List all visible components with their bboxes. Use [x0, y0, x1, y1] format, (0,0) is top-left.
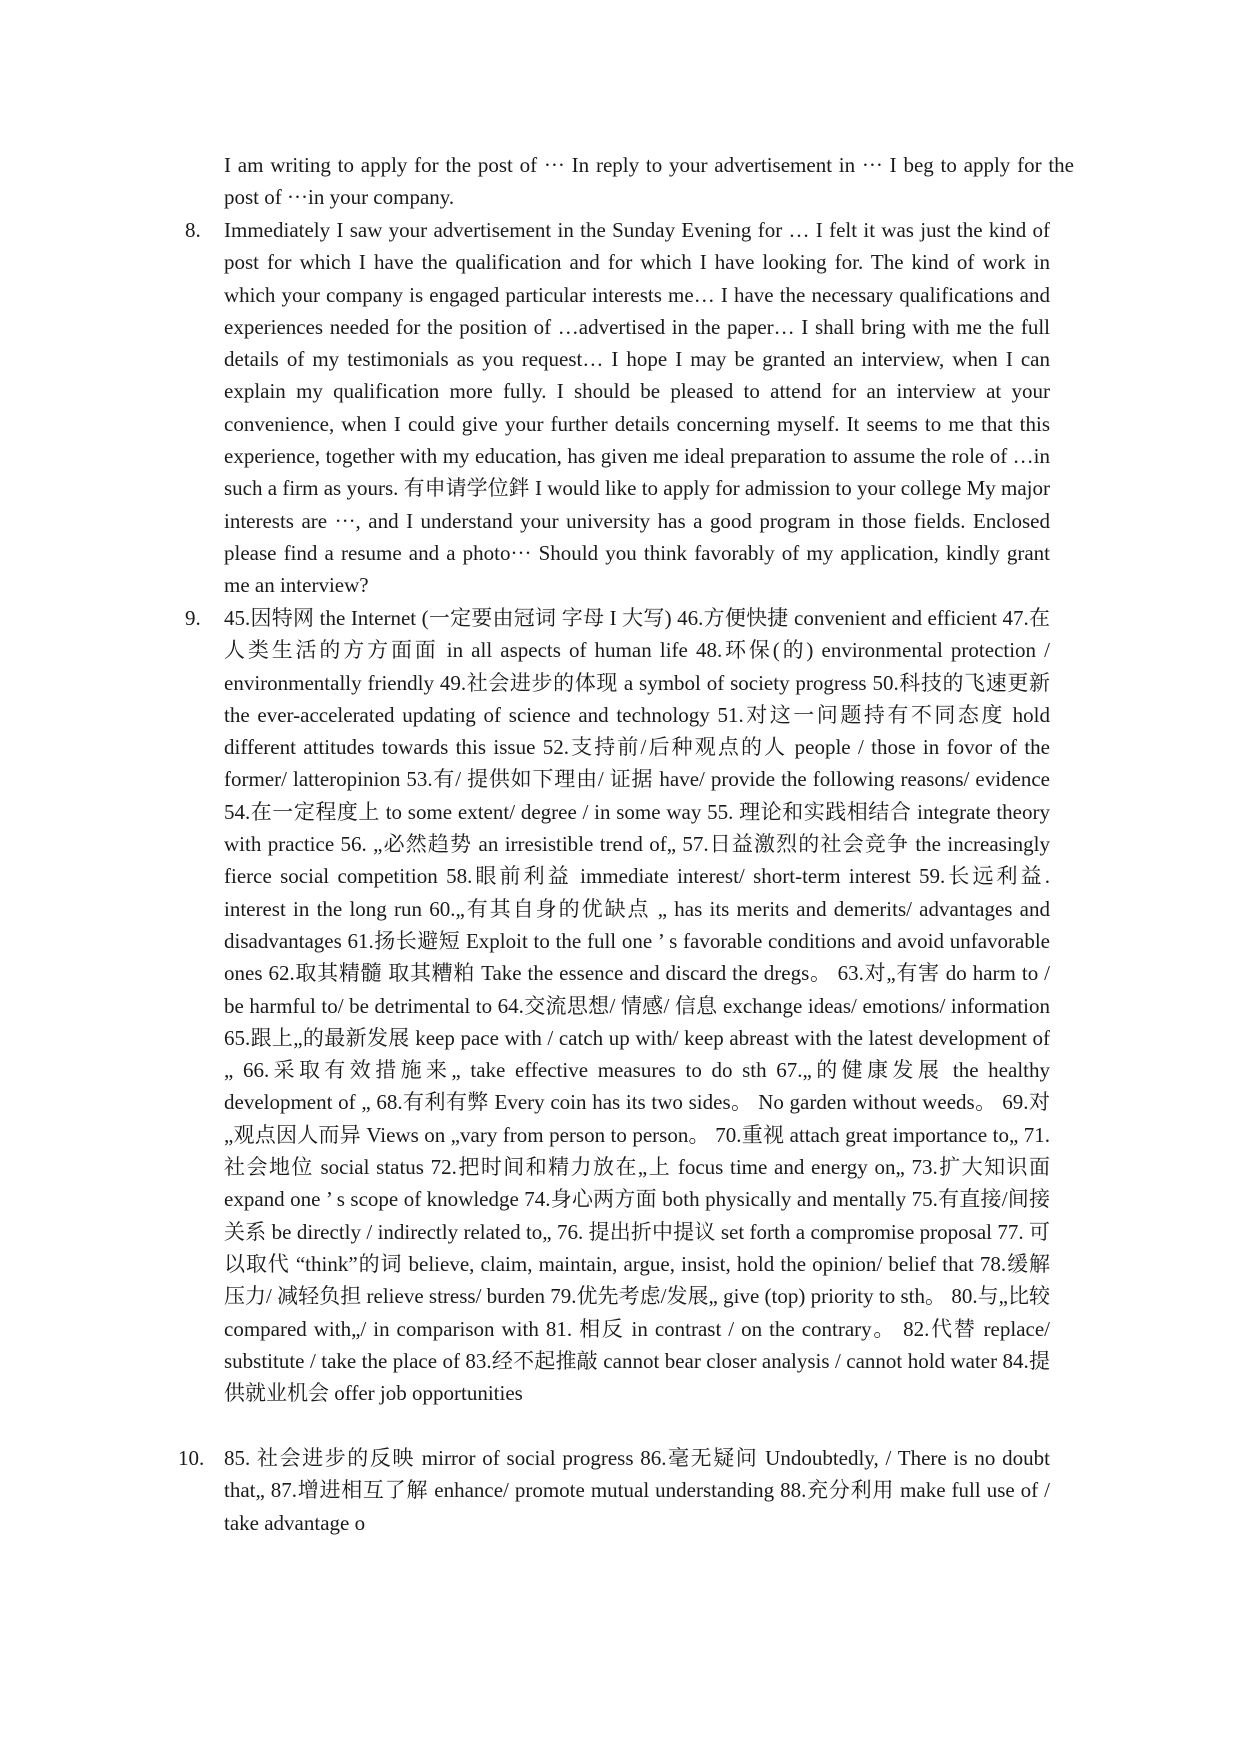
- item-text: Immediately I saw your advertisement in the Sunday Evening for … I felt it was just the kind of post for which I have the qualification and for which I have looking for. The kind of work in which your company is engaged particular interests me… I have the necessary qualifications and experiences needed for the position of …advertised in the paper… I shall bring with me the full details of my testimonials as you request… I hope I may be granted an interview, when I can explain my qualification more fully. I should be pleased to attend for an interview at your convenience, when I could give your further details concerning myself. It seems to me that this experience, together with my education, has given me ideal preparation to assume the role of …in such a firm as yours. 有申请学位鉡 I would like to apply for admission to your college My major interests are ···, and I understand your university has a good program in those fields. Enclosed please find a resume and a photo··· Should you think favorably of my application, kindly grant me an interview?: [224, 218, 1050, 598]
- intro-paragraph: I am writing to apply for the post of ··· In reply to your advertisement in ··· I beg to apply for the post of ···in your company.: [224, 153, 1074, 210]
- item-text: 45.因特网 the Internet (一定要由冠词 字母 I 大写) 46.方便快捷 convenient and efficient 47.在人类生活的方方面面 in all aspects of human life 48.环保(的) environmental protection / environmentally friendly 49.社会进步的体现 a symbol of society progress 50.科技的飞速更新 the ever-accelerated updating of science and technology 51.对这一问题持有不同态度 hold different attitudes towards this issue 52.支持前/后种观点的人 people / those in fovor of the former/ latteropinion 53.有/ 提供如下理由/ 证据 have/ provide the following reasons/ evidence 54.在一定程度上 to some extent/ degree / in some way 55. 理论和实践相结合 integrate theory with practice 56. „必然趋势 an irresistible trend of„ 57.日益激烈的社会竞争 the increasingly fierce social competition 58.眼前利益 immediate interest/ short-term interest 59.长远利益. interest in the long run 60.„有其自身的优缺点 „ has its merits and demerits/ advantages and disadvantages 61.扬长避短 Exploit to the full one ’ s favorable conditions and avoid unfavorable ones 62.取其精髓 取其糟粕 Take the essence and discard the dregs。 63.对„有害 do harm to / be harmful to/ be detrimental to 64.交流思想/ 情感/ 信息 exchange ideas/ emotions/ information 65.跟上„的最新发展 keep pace with / catch up with/ keep abreast with the latest development of „ 66.采取有效措施来„ take effective measures to do sth 67.„的健康发展 the healthy development of „ 68.有利有弊 Every coin has its two sides。 No garden without weeds。 69.对„观点因人而异 Views on „vary from person to person。 70.重视 attach great importance to„ 71.社会地位 social status 72.把时间和精力放在„上 focus time and energy on„ 73.扩大知识面 expand one ’ s scope of knowledge 74.身心两方面 both physically and mentally 75.有直接/间接关系 be directly / indirectly related to„ 76. 提出折中提议 set forth a compromise proposal 77. 可以取代 “think”的词 believe, claim, maintain, argue, insist, hold the opinion/ belief that 78.缓解压力/ 减轻负担 relieve stress/ burden 79.优先考虑/发展„ give (top) priority to sth。 80.与„比较 compared with„/ in comparison with 81. 相反 in contrast / on the contrary。 82.代替 replace/ substitute / take the place of 83.经不起推敲 cannot bear closer analysis / cannot hold water 84.提供就业机会 offer job opportunities: [224, 606, 1050, 1406]
- item-number: 9.: [185, 606, 201, 630]
- item-number: 8.: [185, 218, 201, 242]
- item-text: 85. 社会进步的反映 mirror of social progress 86.毫无疑问 Undoubtedly, / There is no doubt that„ 87.增进相互了解 enhance/ promote mutual understanding 88.充分利用 make full use of / take advantage o: [224, 1446, 1050, 1535]
- item-number: 10.: [178, 1446, 205, 1470]
